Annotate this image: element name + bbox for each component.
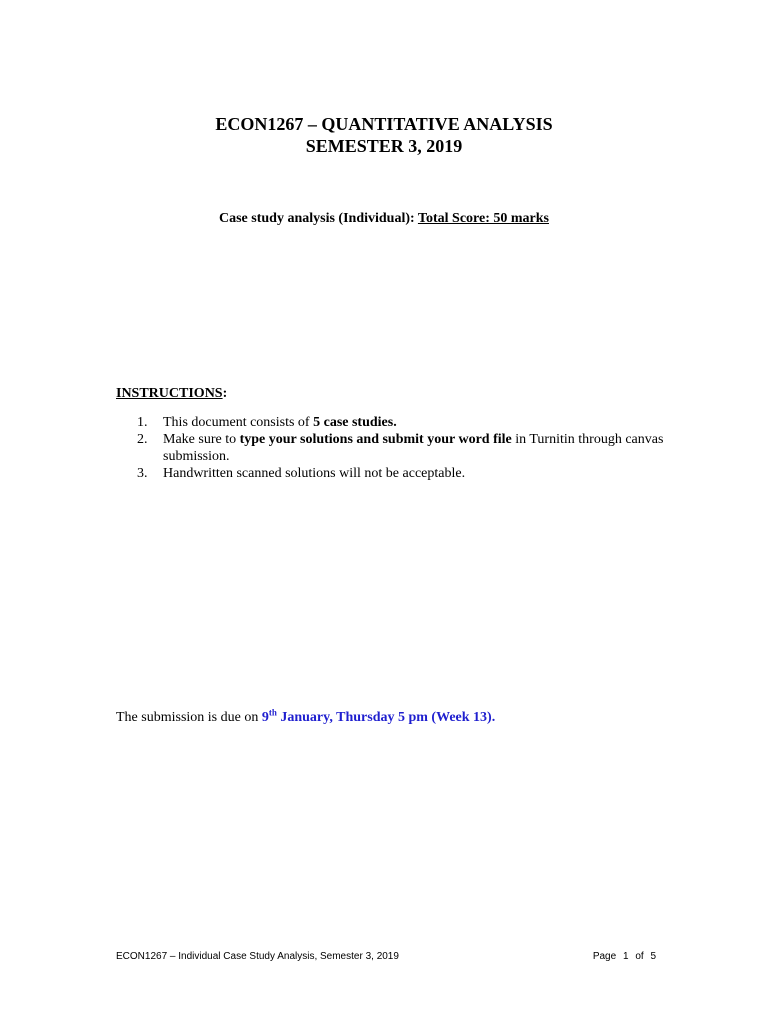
list-text-tail: in Turnitin through canvas submission. — [163, 432, 664, 464]
due-date-line — [116, 707, 496, 726]
instructions-heading-text: INSTRUCTIONS — [116, 386, 223, 401]
due-rest: January, Thursday 5 pm (Week 13). — [276, 710, 496, 725]
title-course: ECON1267 – QUANTITATIVE ANALYSIS — [215, 114, 553, 134]
due-date — [261, 707, 496, 725]
list-number: 1. — [137, 415, 148, 430]
total-score: Total Score: 50 marks — [417, 211, 549, 226]
footer-text: ECON1267 – Individual Case Study Analysis, Semester 3, 2019 — [116, 951, 399, 962]
page-current: 1 — [622, 951, 629, 962]
instructions-list — [137, 414, 697, 482]
score-prefix: Case study analysis (Individual): — [219, 211, 418, 226]
document-title — [0, 113, 768, 157]
due-day: 9 — [261, 710, 269, 725]
page-of-label: of — [635, 951, 644, 962]
list-item — [137, 414, 697, 431]
list-number: 3. — [137, 466, 148, 481]
list-text: Handwritten scanned solutions will not be acceptable. — [163, 466, 466, 481]
list-number: 2. — [137, 432, 148, 447]
list-item — [137, 431, 697, 465]
page-total: 5 — [650, 951, 656, 962]
list-text: This document consists of — [163, 415, 314, 430]
list-bold-text: 5 case studies. — [313, 415, 397, 430]
list-item — [137, 465, 697, 482]
score-line — [0, 211, 768, 227]
page-label: Page — [592, 951, 617, 962]
instructions-heading — [116, 386, 227, 402]
list-text: Make sure to — [163, 432, 240, 447]
due-prefix: The submission is due on — [116, 710, 262, 725]
page-number — [589, 951, 656, 962]
list-bold-text: type your solutions and submit your word file — [239, 432, 512, 447]
due-day-suffix: th — [268, 707, 277, 718]
title-semester: SEMESTER 3, 2019 — [305, 136, 463, 156]
instructions-heading-colon: : — [222, 386, 228, 401]
